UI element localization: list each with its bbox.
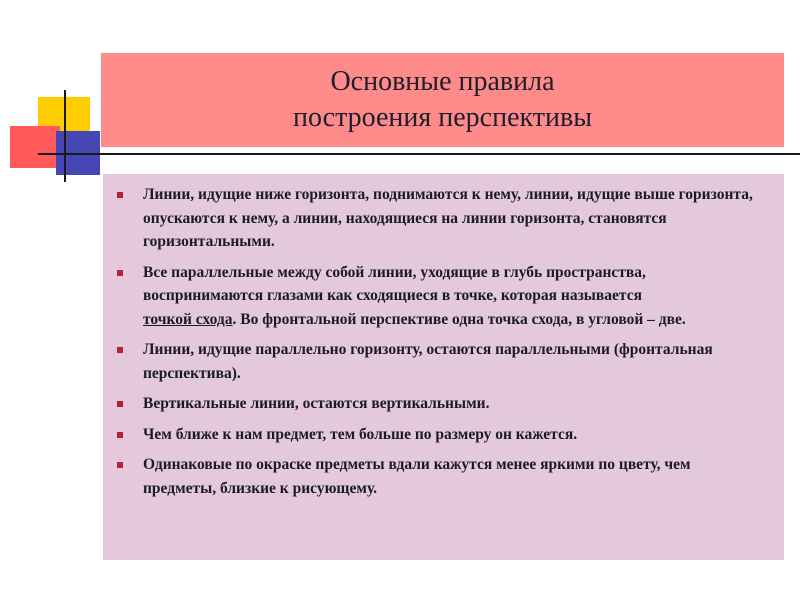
slide-title-line-2: построения перспективы — [292, 102, 593, 133]
list-item-text: Линии, идущие параллельно горизонту, остаются параллельными (фронтальная перспектива). — [143, 341, 713, 382]
title-banner — [101, 53, 784, 147]
bullet-square-icon — [117, 270, 123, 276]
rules-list — [115, 183, 766, 500]
list-item-text: Вертикальные линии, остаются вертикальными. — [143, 395, 490, 412]
bullet-square-icon — [117, 192, 123, 198]
bullet-square-icon — [117, 462, 123, 468]
slide-title-line-1: Основные правила — [330, 66, 555, 97]
list-item — [115, 392, 766, 416]
list-item — [115, 261, 766, 332]
list-item-text: Все параллельные между собой линии, уходящие в глубь пространства, воспринимаются глазами как сходящиеся в точке, которая называется — [143, 263, 646, 304]
list-item-text-continued: . Во фронтальной перспективе одна точка схода, в угловой – две. — [232, 310, 686, 328]
list-item-text: Чем ближе к нам предмет, тем больше по размеру он кажется. — [143, 425, 578, 443]
vanishing-point-link[interactable]: точкой схода — [143, 310, 233, 328]
list-item — [115, 453, 766, 500]
bullet-square-icon — [117, 347, 123, 353]
list-item — [115, 183, 766, 254]
bullet-square-icon — [117, 401, 123, 407]
content-panel — [103, 174, 784, 560]
bullet-square-icon — [117, 432, 123, 438]
list-item — [115, 338, 766, 385]
logo-vertical-line — [64, 90, 66, 182]
header-divider-line — [38, 153, 800, 155]
list-item — [115, 423, 766, 447]
list-item-text: Линии, идущие ниже горизонта, поднимаются к нему, линии, идущие выше горизонта, опускаются к нему, а линии, находящиеся на линии горизонта, становятся горизонтальными. — [143, 186, 753, 250]
list-item-text: Одинаковые по окраске предметы вдали кажутся менее яркими по цвету, чем предметы, близкие к рисующему. — [143, 456, 691, 497]
logo-red-square — [10, 126, 60, 168]
